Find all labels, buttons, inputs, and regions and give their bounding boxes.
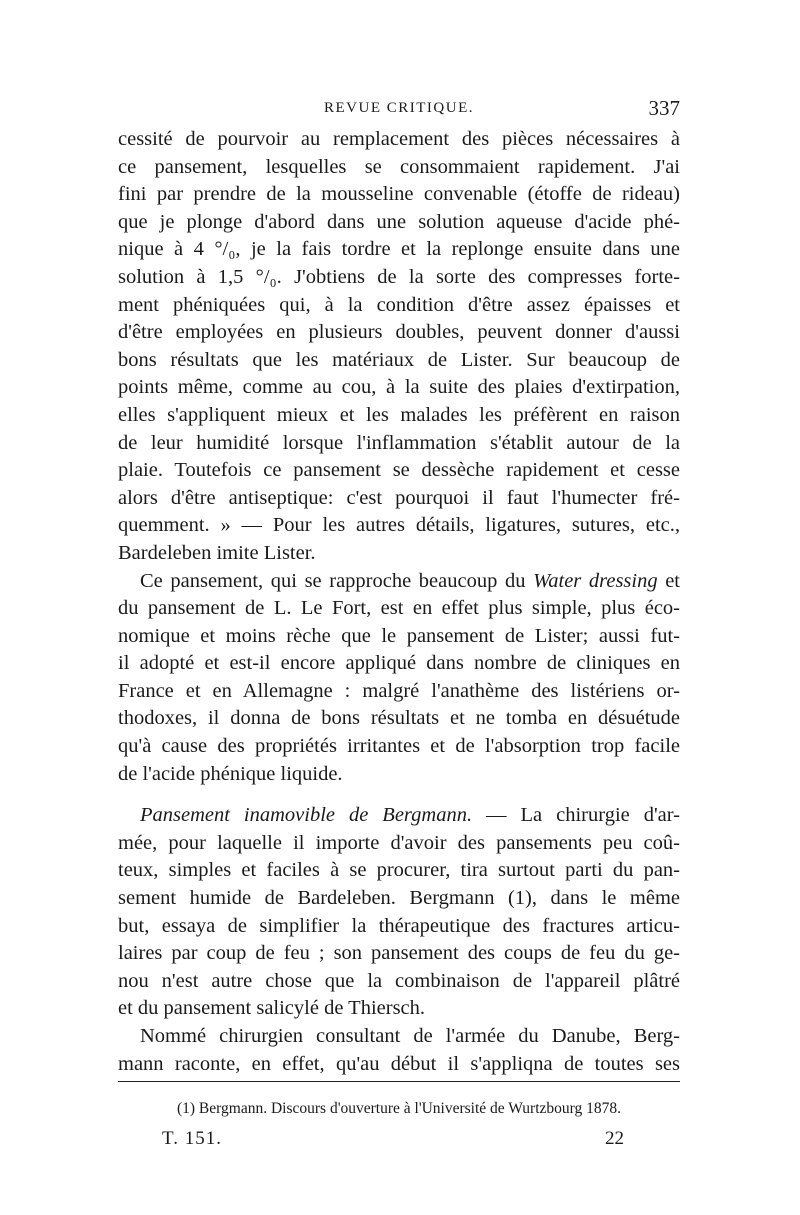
text-line: il adopté et est-il encore appliqué dans nombre de cliniques en [118,652,680,675]
text-line: mée, pour laquelle il importe d'avoir des pansements peu coû- [118,831,680,854]
text-line: ment phéniquées qui, à la condition d'être assez épaisses et [118,293,680,316]
text-line: but, essaya de simplifier la thérapeutique des fractures articu- [118,914,680,937]
text-segment: Ce pansement, qui se rapproche beaucoup du [140,569,534,592]
paragraph-danube [118,1023,680,1078]
page-number: 337 [648,96,680,120]
text-line: France et en Allemagne : malgré l'anathème des listériens or- [118,679,680,702]
text-line: du pansement de L. Le Fort, est en effet plus simple, plus éco- [118,597,680,620]
text-segment: et [657,569,681,592]
text-line: alors d'être antiseptique: c'est pourquoi il faut l'humecter fré- [118,486,680,509]
text-line: d'être employées en plusieurs doubles, peuvent donner d'aussi [118,321,680,344]
text-line: points même, comme au cou, à la suite des plaies d'extirpation, [118,376,680,399]
text-line: nou n'est autre chose que la combinaison de l'appareil plâtré [118,969,680,992]
body-text [118,126,680,1078]
text-segment: — La chirurgie d'ar- [472,804,680,827]
text-line: laires par coup de feu ; son pansement des coups de feu du ge- [118,942,680,965]
paragraph-continuation [118,126,680,568]
text-line: teux, simples et faciles à se procurer, tira surtout parti du pan- [118,859,680,882]
paragraph-bergmann [118,802,680,1023]
text-line: ce pansement, lesquelles se consommaient rapidement. J'ai [118,155,680,178]
text-line: de leur humidité lorsque l'inflammation s'établit autour de la [118,431,680,454]
text-line: quemment. » — Pour les autres détails, ligatures, sutures, etc., [118,514,680,537]
text-line: fini par prendre de la mousseline convenable (étoffe de rideau) [118,183,680,206]
text-line [118,802,680,830]
text-line: cessité de pourvoir au remplacement des pièces nécessaires à [118,128,680,150]
text-line [118,568,680,596]
text-line: nomique et moins rèche que le pansement de Lister; aussi fut- [118,624,680,647]
text-line: qu'à cause des propriétés irritantes et de l'absorption trop facile [118,735,680,758]
text-line: nique à 4 °/₀, je la fais tordre et la replonge ensuite dans une [118,238,680,261]
text-line: que je plonge d'abord dans une solution aqueuse d'acide phé- [118,210,680,233]
text-line: et du pansement salicylé de Thiersch. [118,997,426,1020]
text-line: thodoxes, il donna de bons résultats et ne tomba en désuétude [118,707,680,730]
printer-signature [118,1128,680,1154]
paragraph-spacer [118,788,680,802]
italic-term: Water dressing [533,569,658,592]
sheet-number: 22 [605,1128,624,1149]
text-line: elles s'appliquent mieux et les malades les préfèrent en raison [118,403,680,426]
text-line: sement humide de Bardeleben. Bergmann (1), dans le même [118,887,680,910]
paragraph-water-dressing [118,568,680,789]
text-line: de l'acide phénique liquide. [118,762,343,785]
text-line: bons résultats que les matériaux de Lister. Sur beaucoup de [118,348,680,371]
text-line: mann raconte, en effet, qu'au début il s'appliqna de toutes ses [118,1052,680,1075]
section-title: Pansement inamovible de Bergmann. [140,804,473,827]
text-line: plaie. Toutefois ce pansement se dessèche rapidement et cesse [118,459,680,482]
volume-mark: T. 151. [162,1128,222,1149]
running-head [118,96,680,126]
running-title: REVUE CRITIQUE. [324,100,474,116]
footnote: (1) Bergmann. Discours d'ouverture à l'Université de Wurtzbourg 1878. [176,1100,622,1117]
text-line: solution à 1,5 °/₀. J'obtiens de la sorte des compresses forte- [118,265,680,288]
text-line: Nommé chirurgien consultant de l'armée du Danube, Berg- [140,1025,680,1047]
text-line: Bardeleben imite Lister. [118,541,316,564]
footnote-rule [118,1081,680,1082]
